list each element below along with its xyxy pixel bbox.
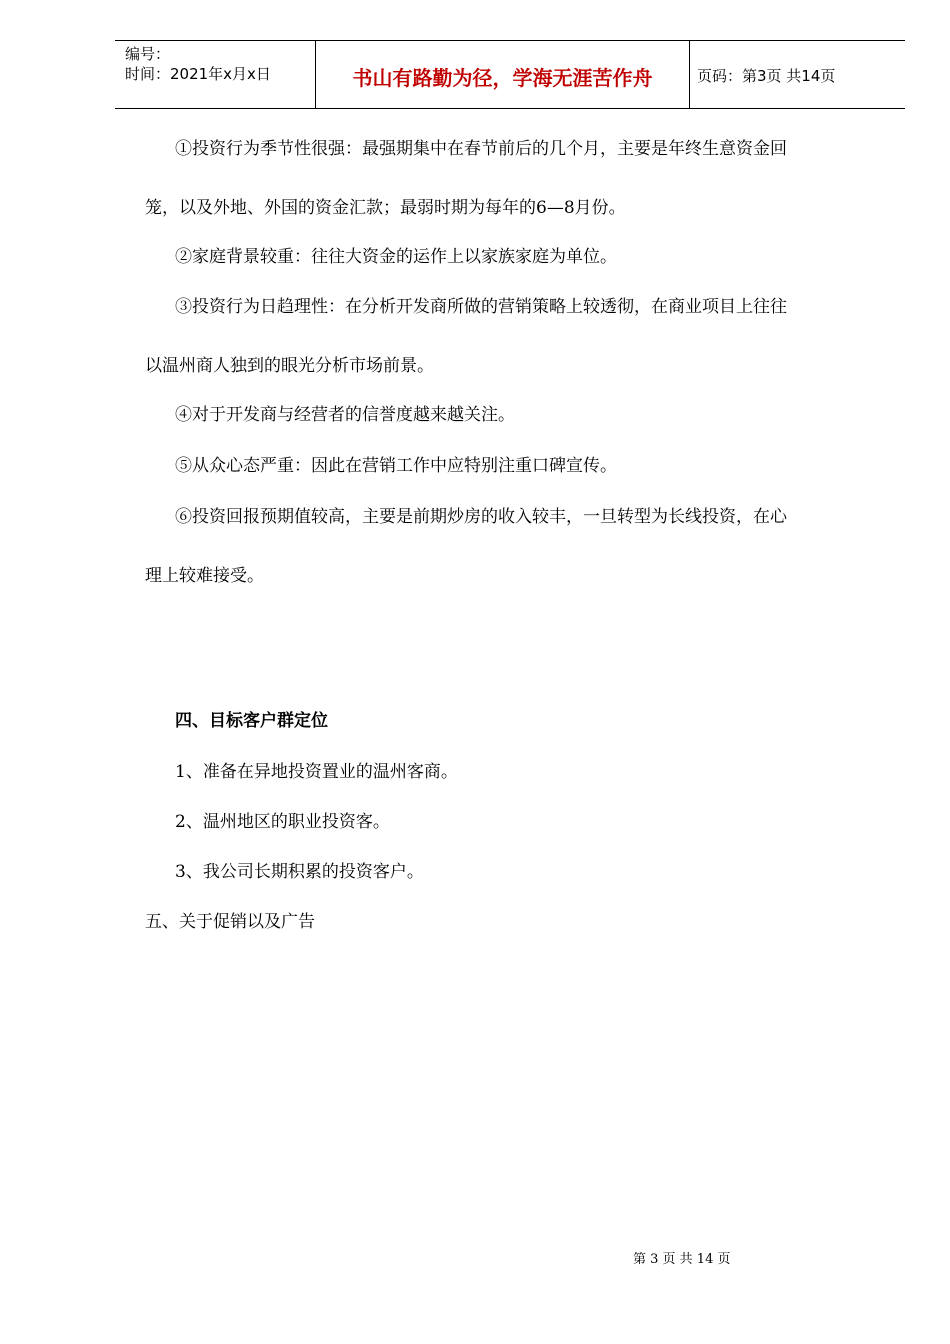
paragraph-3-line-2: 以温州商人独到的眼光分析市场前景。 bbox=[145, 356, 434, 376]
list-item-3: 3、我公司长期积累的投资客户。 bbox=[175, 862, 424, 882]
header-middle-cell bbox=[315, 41, 690, 108]
paragraph-5: ⑤从众心态严重：因此在营销工作中应特别注重口碑宣传。 bbox=[175, 456, 617, 476]
serial-number: 编号： bbox=[125, 45, 171, 63]
paragraph-1-line-1: ①投资行为季节性很强：最强期集中在春节前后的几个月，主要是年终生意资金回 bbox=[175, 139, 787, 159]
paragraph-1-line-2: 笼，以及外地、外国的资金汇款；最弱时期为每年的6—8月份。 bbox=[145, 198, 626, 218]
paragraph-4: ④对于开发商与经营者的信誉度越来越关注。 bbox=[175, 405, 515, 425]
list-item-2: 2、温州地区的职业投资客。 bbox=[175, 812, 390, 832]
paragraph-6-line-1: ⑥投资回报预期值较高，主要是前期炒房的收入较丰，一旦转型为长线投资，在心 bbox=[175, 507, 787, 527]
header-left-cell bbox=[115, 41, 315, 108]
page-footer: 第 3 页 共 14 页 bbox=[633, 1252, 731, 1267]
paragraph-6-line-2: 理上较难接受。 bbox=[145, 566, 264, 586]
paragraph-3-line-1: ③投资行为日趋理性：在分析开发商所做的营销策略上较透彻，在商业项目上往往 bbox=[175, 297, 787, 317]
section-5-heading: 五、关于促销以及广告 bbox=[145, 912, 315, 932]
paragraph-2: ②家庭背景较重：往往大资金的运作上以家族家庭为单位。 bbox=[175, 247, 617, 267]
header-motto: 书山有路勤为径，学海无涯苦作舟 bbox=[352, 66, 653, 90]
page-header bbox=[115, 40, 905, 109]
header-page-info: 页码：第3页 共14页 bbox=[697, 67, 836, 85]
section-4-heading: 四、目标客户群定位 bbox=[175, 711, 328, 731]
list-item-1: 1、准备在异地投资置业的温州客商。 bbox=[175, 762, 458, 782]
header-right-cell bbox=[689, 41, 905, 108]
header-date: 时间：2021年x月x日 bbox=[125, 65, 271, 83]
